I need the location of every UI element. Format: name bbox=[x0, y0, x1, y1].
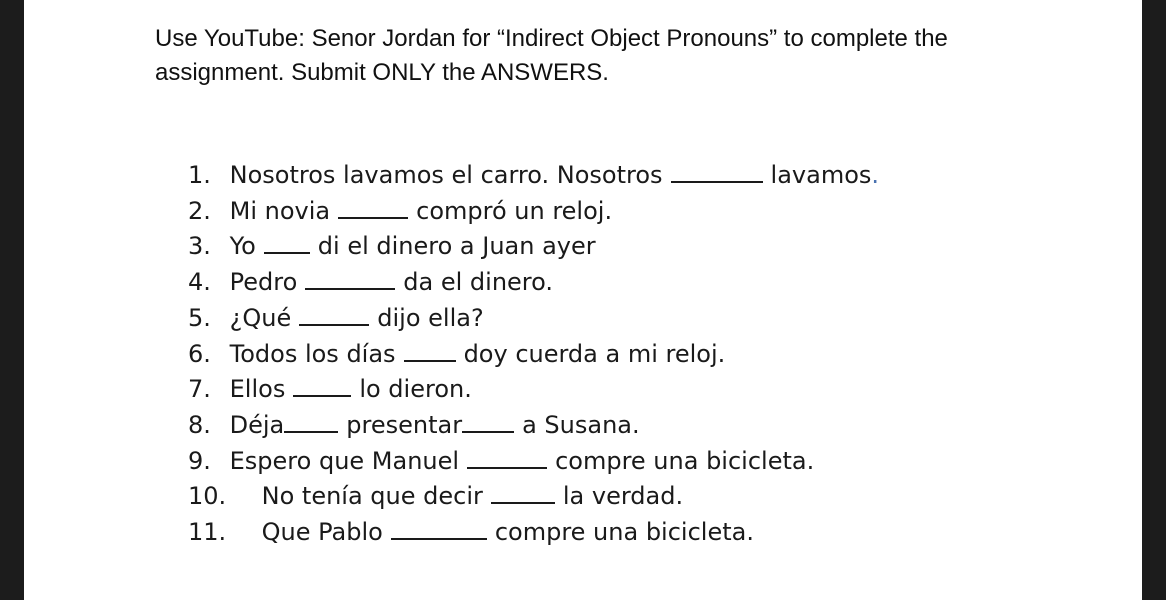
answer-blank bbox=[491, 482, 555, 504]
exercise-number: 1. bbox=[188, 161, 211, 189]
exercise-item bbox=[188, 408, 879, 444]
answer-blank bbox=[284, 411, 338, 433]
exercise-text-before: No tenía que decir bbox=[261, 482, 483, 511]
exercise-text-before: Espero que Manuel bbox=[229, 446, 460, 475]
answer-blank bbox=[404, 340, 456, 362]
exercise-text-after: compre una bicicleta. bbox=[494, 518, 754, 547]
exercise-text-after: da el dinero. bbox=[403, 268, 554, 297]
exercise-item bbox=[188, 515, 879, 551]
answer-blank bbox=[391, 518, 487, 540]
exercise-text-after: a Susana. bbox=[522, 410, 640, 439]
exercise-item bbox=[188, 301, 879, 337]
exercise-number: 5. bbox=[188, 303, 211, 332]
instructions bbox=[155, 22, 1055, 90]
answer-blank bbox=[671, 161, 763, 183]
instructions-line-1: Use YouTube: Senor Jordan for “Indirect Object Pronouns” to complete the bbox=[155, 25, 948, 52]
exercise-text-before: Todos los días bbox=[229, 339, 396, 368]
exercise-text-after: compre una bicicleta. bbox=[555, 446, 815, 475]
exercise-number: 2. bbox=[188, 196, 211, 225]
answer-blank bbox=[264, 232, 310, 254]
exercise-item bbox=[188, 229, 879, 265]
exercise-item bbox=[188, 265, 879, 301]
exercise-text-before: Que Pablo bbox=[261, 518, 383, 547]
exercise-end-mark: . bbox=[871, 161, 880, 189]
exercise-item bbox=[188, 444, 879, 480]
answer-blank bbox=[305, 268, 395, 290]
exercise-text-before: Nosotros lavamos el carro. Nosotros bbox=[229, 161, 663, 189]
exercise-text-after: lo dieron. bbox=[359, 375, 472, 404]
answer-blank bbox=[462, 411, 514, 433]
answer-blank bbox=[467, 447, 547, 469]
exercise-number: 9. bbox=[188, 446, 211, 475]
exercise-number: 10. bbox=[188, 482, 227, 511]
exercise-number: 4. bbox=[188, 268, 211, 297]
exercise-item bbox=[188, 158, 879, 194]
answer-blank bbox=[338, 197, 408, 219]
instructions-line-2: assignment. Submit ONLY the ANSWERS. bbox=[155, 59, 609, 86]
document-page bbox=[24, 0, 1142, 600]
exercise-number: 8. bbox=[188, 410, 211, 439]
exercise-item bbox=[188, 479, 879, 515]
exercise-number: 3. bbox=[188, 232, 211, 261]
exercise-text-after: la verdad. bbox=[562, 482, 684, 511]
exercise-text-after: dijo ella? bbox=[377, 303, 484, 332]
exercise-number: 6. bbox=[188, 339, 211, 368]
exercise-number: 7. bbox=[188, 375, 211, 404]
exercise-list bbox=[188, 158, 879, 551]
exercise-text-before: ¿Qué bbox=[229, 303, 292, 332]
answer-blank bbox=[293, 375, 351, 397]
exercise-item bbox=[188, 337, 879, 373]
exercise-text-before: Pedro bbox=[229, 268, 298, 297]
exercise-item bbox=[188, 372, 879, 408]
exercise-text-after: compró un reloj. bbox=[416, 196, 613, 225]
exercise-item bbox=[188, 194, 879, 230]
exercise-text-middle: presentar bbox=[346, 410, 463, 439]
exercise-text-after: doy cuerda a mi reloj. bbox=[463, 339, 726, 368]
exercise-text-before: Mi novia bbox=[229, 196, 331, 225]
answer-blank bbox=[299, 304, 369, 326]
exercise-text-after: di el dinero a Juan ayer bbox=[317, 232, 596, 261]
exercise-text-before: Yo bbox=[229, 232, 256, 261]
exercise-text-before: Déja bbox=[229, 410, 285, 439]
exercise-text-after: lavamos bbox=[770, 161, 872, 189]
exercise-number: 11. bbox=[188, 518, 227, 547]
exercise-text-before: Ellos bbox=[229, 375, 286, 404]
